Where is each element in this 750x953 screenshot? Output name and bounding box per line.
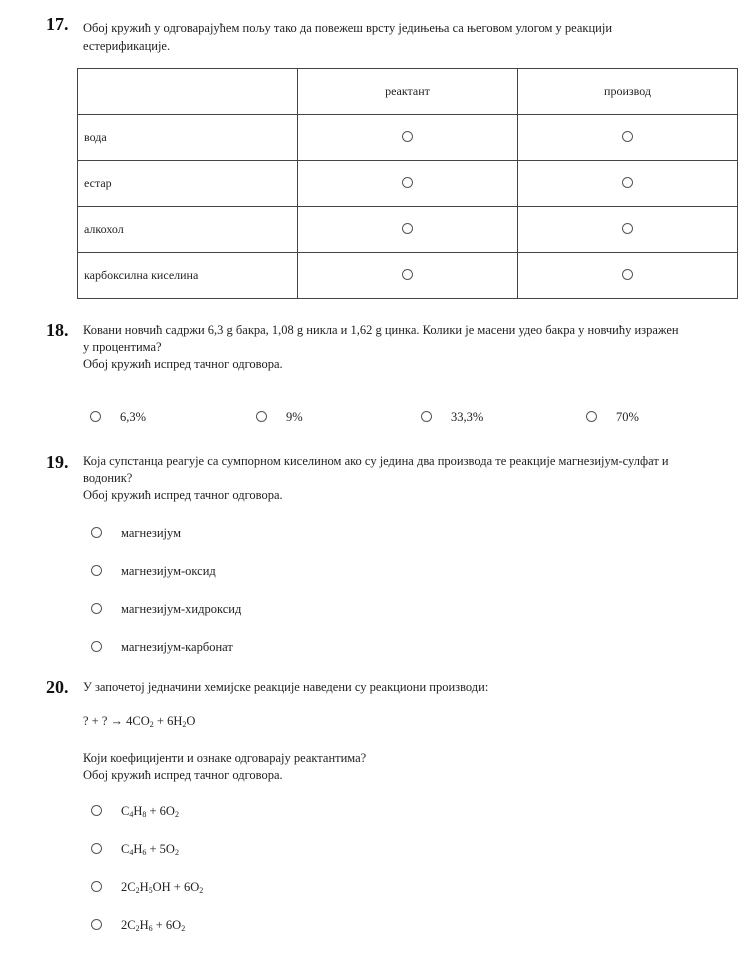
option-label: 70% [616, 410, 639, 424]
option-label: 33,3% [451, 410, 484, 424]
radio-option-3[interactable] [421, 411, 432, 422]
radio-ester-reactant[interactable] [402, 177, 413, 188]
question-text-line: Која супстанца реагује са сумпорном киселином ако су једина два производа те реакције магнезијум-сулфат и [83, 454, 669, 468]
radio-option-1[interactable] [91, 805, 102, 816]
radio-option-2[interactable] [91, 565, 102, 576]
question-number: 19. [46, 452, 69, 472]
question-text-line: Обој кружић испред тачног одговора. [83, 768, 283, 782]
table-header-row [78, 69, 738, 115]
table-row [78, 115, 738, 161]
radio-water-product[interactable] [622, 131, 633, 142]
radio-option-4[interactable] [91, 641, 102, 652]
question-text-line: Обој кружић у одговарајућем пољу тако да повежеш врсту једињења са његовом улогом у реакцији [83, 21, 613, 35]
question-text-line: у процентима? [83, 340, 162, 354]
question-text-line: У започетој једначини хемијске реакције наведени су реакциони производи: [83, 680, 489, 694]
question-text-line: водоник? [83, 471, 133, 485]
question-text-line: Који коефицијенти и ознаке одговарају реактантима? [83, 751, 367, 765]
radio-acid-reactant[interactable] [402, 269, 413, 280]
row-label: карбоксилна киселина [78, 253, 298, 299]
question-number: 17. [46, 14, 69, 34]
radio-alcohol-reactant[interactable] [402, 223, 413, 234]
matching-table [77, 68, 738, 299]
radio-option-1[interactable] [91, 527, 102, 538]
option-label: магнезијум-оксид [121, 564, 216, 578]
option-label: $2C_2H_6 + 6O_2$ [121, 918, 186, 933]
radio-option-2[interactable] [91, 843, 102, 854]
header-empty-cell [78, 69, 298, 115]
radio-option-3[interactable] [91, 881, 102, 892]
row-label: вода [78, 115, 298, 161]
radio-water-reactant[interactable] [402, 131, 413, 142]
radio-option-4[interactable] [91, 919, 102, 930]
table-row [78, 161, 738, 207]
radio-alcohol-product[interactable] [622, 223, 633, 234]
chemical-equation: ? + ? → $4CO_2 + 6H_2O$ [83, 714, 196, 729]
option-label: $C_4H_8 + 6O_2$ [121, 804, 179, 819]
option-label: 6,3% [120, 410, 147, 424]
header-product: производ [518, 69, 738, 115]
question-text-line: Обој кружић испред тачног одговора. [83, 357, 283, 371]
table-row [78, 253, 738, 299]
question-text-line: естерификације. [83, 39, 171, 53]
question-number: 18. [46, 320, 69, 340]
radio-option-4[interactable] [586, 411, 597, 422]
option-label: 9% [286, 410, 303, 424]
radio-option-3[interactable] [91, 603, 102, 614]
header-reactant: реактант [298, 69, 518, 115]
radio-ester-product[interactable] [622, 177, 633, 188]
option-label: магнезијум [121, 526, 181, 540]
option-label: $C_4H_6 + 5O_2$ [121, 842, 179, 857]
radio-option-2[interactable] [256, 411, 267, 422]
row-label: алкохол [78, 207, 298, 253]
question-text-line: Обој кружић испред тачног одговора. [83, 488, 283, 502]
radio-acid-product[interactable] [622, 269, 633, 280]
table-row [78, 207, 738, 253]
radio-option-1[interactable] [90, 411, 101, 422]
option-label: магнезијум-хидроксид [121, 602, 242, 616]
question-number: 20. [46, 677, 69, 697]
question-text-line: Ковани новчић садржи 6,3 g бакра, 1,08 g никла и 1,62 g цинка. Колики је масени удео бакра у новчићу изражен [83, 323, 679, 337]
option-label: магнезијум-карбонат [121, 640, 233, 654]
row-label: естар [78, 161, 298, 207]
option-label: $2C_2H_5OH + 6O_2$ [121, 880, 204, 895]
